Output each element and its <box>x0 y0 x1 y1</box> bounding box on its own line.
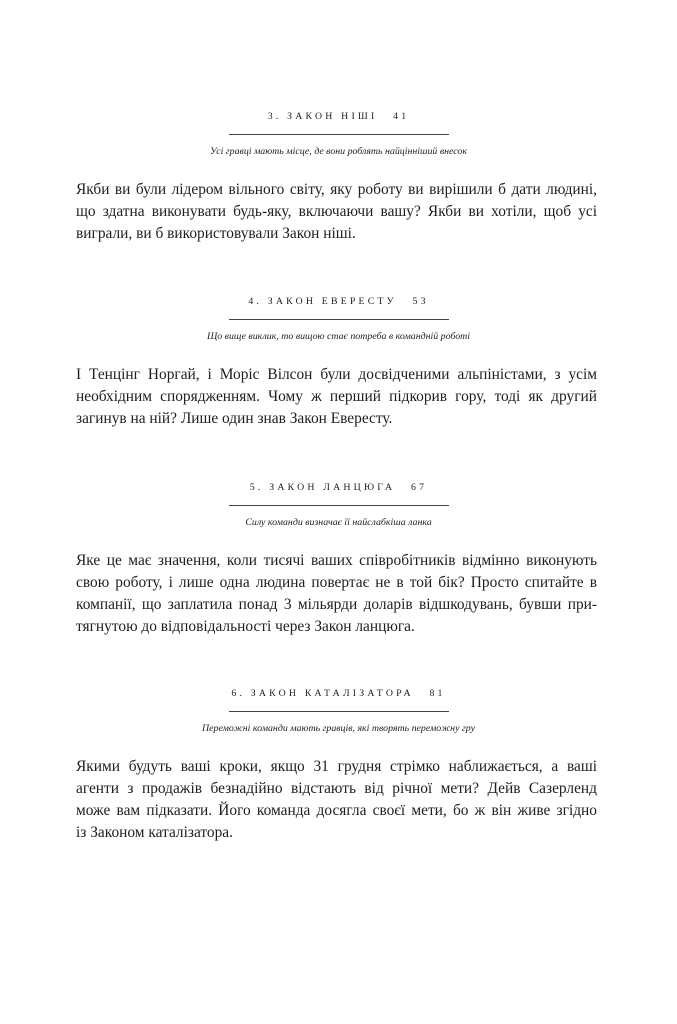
summary-line: компанії, що заплатила понад 3 мільярди доларів відшкодувань, бувши при- <box>76 596 597 613</box>
summary-line: І Тенцінг Норгай, і Моріс Вілсон були досвідченими альпіністами, з усім <box>76 366 597 383</box>
chapter-summary <box>76 364 597 430</box>
chapter-title: ЗАКОН ЕВЕРЕСТУ <box>267 296 397 307</box>
chapter-subtitle: Переможні команди мають гравців, які творять переможну гру <box>202 723 475 734</box>
heading-rule <box>229 319 449 320</box>
summary-line: загинув на ній? Лише один знав Закон Евересту. <box>76 410 393 427</box>
chapter-page-number: 41 <box>393 111 410 122</box>
chapter-number: 4. <box>248 296 263 307</box>
summary-line: виграли, ви б використовували Закон ніші. <box>76 225 356 242</box>
chapter-title: ЗАКОН ЛАНЦЮГА <box>269 482 396 493</box>
chapter-heading <box>0 681 677 707</box>
chapter-entry-4 <box>0 289 677 430</box>
chapter-subtitle: Що вище виклик, то вищою стає потреба в командній роботі <box>206 331 471 342</box>
chapter-entry-6 <box>0 681 677 844</box>
chapter-title: ЗАКОН НІШІ <box>287 111 378 122</box>
chapter-heading <box>0 104 677 130</box>
chapter-title: ЗАКОН КАТАЛІЗАТОРА <box>250 688 414 699</box>
summary-line: свою роботу, і лише одна людина повертає не в той бік? Просто спитайте в <box>76 574 597 591</box>
chapter-page-number: 81 <box>429 688 446 699</box>
summary-line: Яке це має значення, коли тисячі ваших співробітників відмінно виконують <box>76 552 597 569</box>
chapter-summary <box>76 179 597 245</box>
chapter-entry-3 <box>0 104 677 245</box>
summary-line: Якби ви були лідером вільного світу, яку роботу ви вирішили б дати людині, <box>76 181 597 198</box>
chapter-number: 6. <box>231 688 246 699</box>
chapter-page-number: 67 <box>410 482 428 493</box>
chapter-heading <box>0 289 677 315</box>
heading-rule <box>229 134 449 135</box>
summary-line: агенти з продажів безнадійно відстають від річної мети? Дейв Сазерленд <box>76 780 597 797</box>
chapter-subtitle: Усі гравці мають місце, де вони роблять найцінніший внесок <box>210 146 467 157</box>
chapter-entry-5 <box>0 475 677 638</box>
summary-line: із Законом каталізатора. <box>76 824 233 841</box>
chapter-number: 3. <box>267 111 282 122</box>
chapter-summary <box>76 550 597 638</box>
summary-line: тягнутою до відповідальності через Закон ланцюга. <box>76 618 415 635</box>
chapter-subtitle: Силу команди визначає її найслабкіша ланка <box>245 517 432 528</box>
summary-line: може вам підказати. Його команда досягла своєї мети, бо ж він живе згідно <box>76 802 597 819</box>
summary-line: Якими будуть ваші кроки, якщо 31 грудня стрімко наближається, а ваші <box>76 758 597 775</box>
chapter-page-number: 53 <box>412 296 429 307</box>
heading-rule <box>229 505 449 506</box>
chapter-heading <box>0 475 677 501</box>
heading-rule <box>229 711 449 712</box>
summary-line: необхідним спорядженням. Чому ж перший підкорив гору, тоді як другий <box>76 388 597 405</box>
summary-line: що здатна виконувати будь-яку, включаючи вашу? Якби ви хотіли, щоб усі <box>76 203 597 220</box>
chapter-number: 5. <box>249 482 264 493</box>
chapter-summary <box>76 756 597 844</box>
